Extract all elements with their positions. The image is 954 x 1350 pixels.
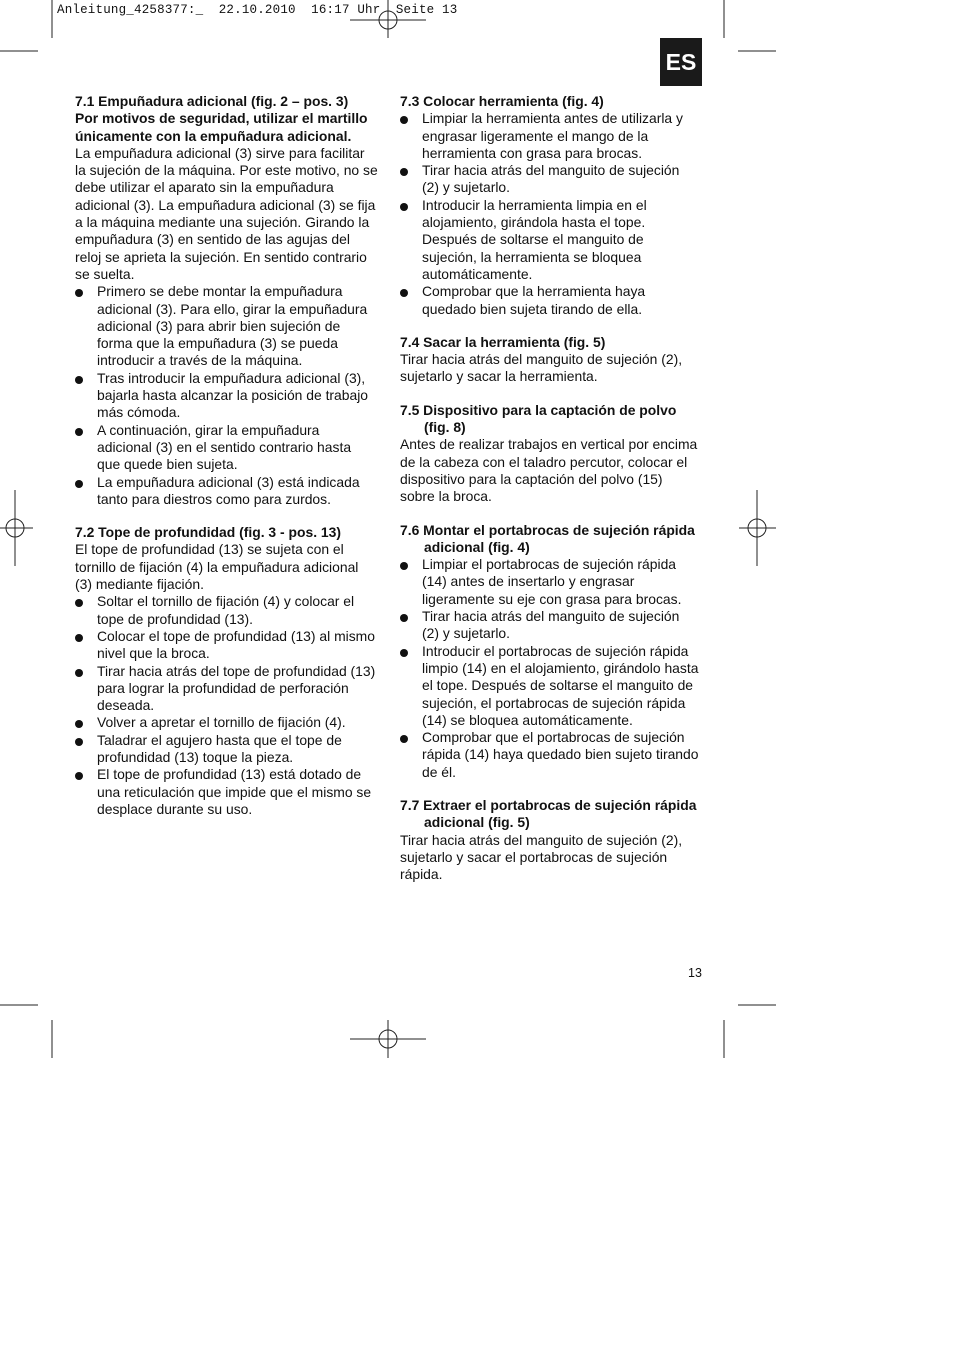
section-title: 7.7 Extraer el portabrocas de sujeción rápida adicional (fig. 5) xyxy=(400,796,697,831)
left-column xyxy=(75,93,378,818)
section-body: La empuñadura adicional (3) sirve para facilitar la sujeción de la máquina. Por este motivo, no se debe utilizar el aparato sin la empuñadura adicional (3). La empuñadura adicional (3) se fija a la máquina mediante una sujeción. Girando la empuñadura (3) en sentido de las agujas del reloj se aprieta la sujeción. En sentido contrario se suelta. xyxy=(75,144,378,282)
list-item: A continuación, girar la empuñadura adicional (3) en el sentido contrario hasta que quede bien sujeta. xyxy=(75,422,378,474)
list-item: Comprobar que el portabrocas de sujeción rápida (14) haya quedado bien sujeto tirando de él. xyxy=(400,729,700,781)
section-7-1 xyxy=(75,93,378,508)
registration-mark-left xyxy=(0,490,33,566)
list-item: Tirar hacia atrás del manguito de sujeción (2) y sujetarlo. xyxy=(400,608,700,643)
section-7-3 xyxy=(400,93,700,318)
print-header: Anleitung_4258377:_ 22.10.2010 16:17 Uhr Seite 13 xyxy=(57,3,458,17)
list-item: Volver a apretar el tornillo de fijación (4). xyxy=(75,714,378,731)
section-body: Tirar hacia atrás del manguito de sujeción (2), sujetarlo y sacar la herramienta. xyxy=(400,351,683,385)
section-7-6 xyxy=(400,522,700,781)
section-title: 7.2 Tope de profundidad (fig. 3 - pos. 13) xyxy=(75,524,341,541)
list-item: Comprobar que la herramienta haya quedado bien sujeta tirando de ella. xyxy=(400,283,700,318)
list-item: La empuñadura adicional (3) está indicada tanto para diestros como para zurdos. xyxy=(75,474,378,509)
section-title: 7.3 Colocar herramienta (fig. 4) xyxy=(400,93,604,109)
section-7-5 xyxy=(400,402,700,506)
list-item: El tope de profundidad (13) está dotado de una reticulación que impide que el mismo se desplace durante su uso. xyxy=(75,766,378,818)
section-7-2 xyxy=(75,524,378,818)
section-title: 7.6 Montar el portabrocas de sujeción rápida adicional (fig. 4) xyxy=(400,521,695,555)
list-item: Tirar hacia atrás del manguito de sujeción (2) y sujetarlo. xyxy=(400,162,700,197)
safety-warning: Por motivos de seguridad, utilizar el martillo únicamente con la empuñadura adicional. xyxy=(75,110,368,144)
bullet-list xyxy=(75,593,378,818)
list-item: Colocar el tope de profundidad (13) al mismo nivel que la broca. xyxy=(75,628,378,663)
list-item: Introducir la herramienta limpia en el alojamiento, girándola hasta el tope. Después de soltarse el manguito de sujeción, la herramienta se bloquea automáticamente. xyxy=(400,197,700,283)
list-item: Tirar hacia atrás del tope de profundidad (13) para lograr la profundidad de perforación deseada. xyxy=(75,663,378,715)
bullet-list xyxy=(400,556,700,781)
list-item: Taladrar el agujero hasta que el tope de profundidad (13) toque la pieza. xyxy=(75,732,378,767)
registration-mark-bottom xyxy=(350,1020,426,1058)
right-column xyxy=(400,93,700,883)
list-item: Primero se debe montar la empuñadura adicional (3). Para ello, girar la empuñadura adicional (3) para abrir bien sujeción de forma que la empuñadura (3) se pueda introducir a través de la máquina. xyxy=(75,283,378,369)
section-title: 7.1 Empuñadura adicional (fig. 2 – pos. 3) xyxy=(75,93,349,109)
language-badge: ES xyxy=(660,38,702,86)
bullet-list xyxy=(400,110,700,318)
list-item: Tras introducir la empuñadura adicional (3), bajarla hasta alcanzar la posición de trabajo más cómoda. xyxy=(75,370,378,422)
registration-mark-right xyxy=(739,490,776,566)
section-7-4 xyxy=(400,334,700,386)
section-title: 7.4 Sacar la herramienta (fig. 5) xyxy=(400,333,606,350)
list-item: Limpiar el portabrocas de sujeción rápida (14) antes de insertarlo y engrasar ligeramente su eje con grasa para brocas. xyxy=(400,556,700,608)
list-item: Limpiar la herramienta antes de utilizarla y engrasar ligeramente el mango de la herramienta con grasa para brocas. xyxy=(400,110,700,162)
section-body: El tope de profundidad (13) se sujeta con el tornillo de fijación (4) la empuñadura adicional (3) mediante fijación. xyxy=(75,541,359,593)
bullet-list xyxy=(75,283,378,508)
list-item: Soltar el tornillo de fijación (4) y colocar el tope de profundidad (13). xyxy=(75,593,378,628)
section-title: 7.5 Dispositivo para la captación de polvo (fig. 8) xyxy=(400,401,677,436)
registration-mark-top xyxy=(350,0,426,38)
page-number: 13 xyxy=(688,966,702,980)
section-7-7 xyxy=(400,797,700,883)
list-item: Introducir el portabrocas de sujeción rápida limpio (14) en el alojamiento, girándolo hasta el tope. Después de soltarse el manguito de sujeción, el portabrocas de sujeción rápida (14) se bloquea automáticamente. xyxy=(400,643,700,729)
section-body: Tirar hacia atrás del manguito de sujeción (2), sujetarlo y sacar el portabrocas de sujeción rápida. xyxy=(400,831,683,883)
section-body: Antes de realizar trabajos en vertical por encima de la cabeza con el taladro percutor, colocar el dispositivo para la captación del polvo (15) sobre la broca. xyxy=(400,436,698,505)
